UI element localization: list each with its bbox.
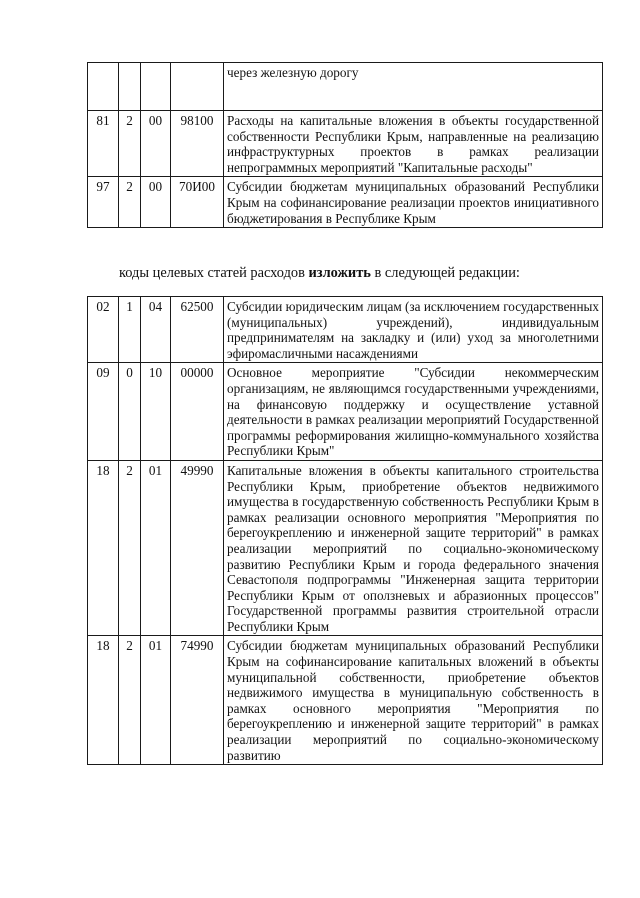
table-row [88,363,603,461]
code-cell: 81 [88,111,119,177]
description-cell: Субсидии юридическим лицам (за исключением государственных (муниципальных) учреждений), индивидуальным предпринимателям на закладку и (или) уход за многолетними эфиромасличными насаждениями [224,297,603,363]
code-cell: 09 [88,363,119,461]
description-cell: через железную дорогу [224,63,603,111]
budget-codes-table-after [87,296,603,765]
description-cell: Расходы на капитальные вложения в объекты государственной собственности Республики Крым, направленные на реализацию инфраструктурных проектов в рамках реализации непрограммных мероприятий "Капитальные расходы" [224,111,603,177]
code-cell: 2 [119,177,141,228]
code-cell: 02 [88,297,119,363]
code-cell: 18 [88,636,119,765]
code-cell: 2 [119,111,141,177]
code-cell: 01 [141,460,171,636]
code-cell: 10 [141,363,171,461]
code-cell [119,63,141,111]
code-cell [88,63,119,111]
table-row [88,177,603,228]
instruction-keyword: изложить [308,265,371,281]
code-cell: 18 [88,460,119,636]
code-cell: 2 [119,460,141,636]
code-cell: 04 [141,297,171,363]
instruction-text-after: в следующей редакции: [370,265,520,281]
code-cell: 01 [141,636,171,765]
code-cell: 2 [119,636,141,765]
description-cell: Капитальные вложения в объекты капитального строительства Республики Крым, приобретение объектов недвижимого имущества в государственную собственность Республики Крым в рамках реализации основного мероприятия "Мероприятия по берегоукреплению и инженерной защите территорий" в рамках реализации мероприятий по социально-экономическому развитию Республики Крым и города федерального значения Севастополя подпрограммы "Инженерная защита территории Республики Крым от оползневых и абразионных процессов" Государственной программы развития строительной отрасли Республики Крым [224,460,603,636]
code-cell: 00000 [171,363,224,461]
code-cell: 00 [141,111,171,177]
table-row [88,297,603,363]
table-row [88,636,603,765]
code-cell: 97 [88,177,119,228]
code-cell [141,63,171,111]
code-cell [171,63,224,111]
table-row [88,111,603,177]
budget-codes-table-before [87,62,603,228]
description-cell: Основное мероприятие "Субсидии некоммерческим организациям, не являющимся государственными учреждениями, на финансовую поддержку и осуществление уставной деятельности в рамках реализации мероприятий Государственной программы реформирования жилищно-коммунального хозяйства Республики Крым" [224,363,603,461]
description-cell: Субсидии бюджетам муниципальных образований Республики Крым на софинансирование капитальных вложений в объекты муниципальной собственности, приобретение объектов недвижимого имущества в муниципальную собственность в рамках основного мероприятия "Мероприятия по берегоукреплению и инженерной защите территорий" в рамках реализации мероприятий по социально-экономическому развитию [224,636,603,765]
code-cell: 49990 [171,460,224,636]
table-row [88,460,603,636]
code-cell: 98100 [171,111,224,177]
table-row [88,63,603,111]
code-cell: 70И00 [171,177,224,228]
description-cell: Субсидии бюджетам муниципальных образований Республики Крым на софинансирование реализации проектов инициативного бюджетирования в Республике Крым [224,177,603,228]
code-cell: 62500 [171,297,224,363]
code-cell: 74990 [171,636,224,765]
code-cell: 0 [119,363,141,461]
code-cell: 1 [119,297,141,363]
instruction-paragraph [119,265,520,282]
code-cell: 00 [141,177,171,228]
instruction-text-before: коды целевых статей расходов [119,265,309,281]
